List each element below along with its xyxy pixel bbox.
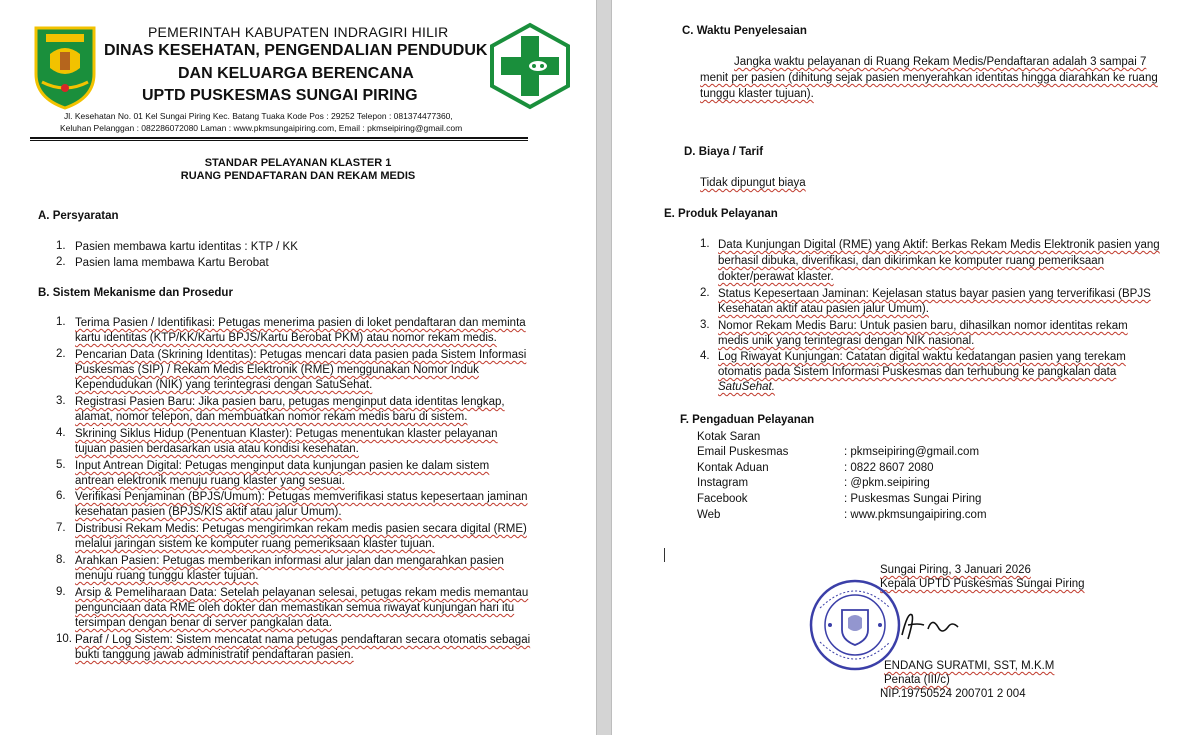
section-e-item-line: Kesehatan aktif atau pasien jalur Umum). [718, 303, 929, 315]
header-dinas-line1: DINAS KESEHATAN, PENGENDALIAN PENDUDUK [104, 42, 488, 59]
section-b-number: 1. [56, 316, 66, 328]
section-b-item-line: Terima Pasien / Identifikasi: Petugas menerima pasien di loket pendaftaran dan meminta [75, 317, 526, 329]
section-e-number: 1. [700, 238, 710, 250]
section-b-heading: B. Sistem Mekanisme dan Prosedur [38, 287, 233, 299]
header-address-line2: Keluhan Pelanggan : 082286072080 Laman : www.pkmsungaipiring.com, Email : pkmseipiring@gmail.com [60, 123, 463, 133]
section-b-number: 4. [56, 427, 66, 439]
kabupaten-crest-logo [32, 24, 98, 110]
section-e-item-line: dokter/perawat klaster. [718, 271, 834, 283]
header-dinas-line2: DAN KELUARGA BERENCANA [178, 65, 414, 82]
document-title-line2: RUANG PENDAFTARAN DAN REKAM MEDIS [180, 170, 416, 182]
section-d-text: Tidak dipungut biaya [700, 177, 806, 189]
section-e-item-line: otomatis pada Sistem Informasi Puskesmas dan terhubung ke pangkalan data [718, 366, 1117, 378]
section-a-item: Pasien lama membawa Kartu Berobat [75, 257, 269, 269]
handwritten-signature [898, 605, 962, 645]
puskesmas-logo [488, 22, 572, 110]
section-b-number: 6. [56, 490, 66, 502]
section-b-number: 8. [56, 554, 66, 566]
section-c-text-line: Jangka waktu pelayanan di Ruang Rekam Medis/Pendaftaran adalah 3 sampai 7 [734, 56, 1147, 68]
section-b-item-line: pengunciaan data RME oleh dokter dan memastikan semua riwayat kunjungan hari itu [75, 602, 515, 614]
section-d-heading: D. Biaya / Tarif [684, 146, 764, 158]
section-b-item-line: melalui jaringan sistem ke komputer ruang pemeriksaan klaster tujuan. [75, 538, 435, 550]
section-f-heading: F. Pengaduan Pelayanan [680, 414, 815, 426]
section-e-item-line: medis unik yang terintegrasi dengan NIK nasional. [718, 335, 975, 347]
section-e-heading: E. Produk Pelayanan [664, 208, 778, 220]
contact-label: Web [697, 509, 721, 521]
section-b-item-line: Kependudukan (NIK) yang terintegrasi dengan SatuSehat. [75, 379, 373, 391]
section-c-heading: C. Waktu Penyelesaian [682, 25, 807, 37]
contact-label: Instagram [697, 477, 749, 489]
section-e-item-line: Nomor Rekam Medis Baru: Untuk pasien baru, dihasilkan nomor identitas rekam [718, 320, 1128, 332]
section-b-item-line: Skrining Siklus Hidup (Penentuan Klaster): Petugas menentukan klaster pelayanan [75, 428, 498, 440]
document-title-line1: STANDAR PELAYANAN KLASTER 1 [204, 157, 392, 169]
section-e-number: 2. [700, 287, 710, 299]
signature-name: ENDANG SURATMI, SST, M.K.M [884, 660, 1055, 672]
section-b-number: 10. [56, 633, 72, 645]
section-b-item-line: menuju ruang tunggu klaster tujuan. [75, 570, 259, 582]
header-uptd: UPTD PUSKESMAS SUNGAI PIRING [142, 87, 418, 104]
section-b-item-line: Registrasi Pasien Baru: Jika pasien baru, petugas menginput data identitas lengkap, [75, 396, 505, 408]
signature-position: Kepala UPTD Puskesmas Sungai Piring [880, 578, 1085, 590]
section-a-item: Pasien membawa kartu identitas : KTP / KK [75, 241, 298, 253]
section-b-item-line: Arahkan Pasien: Petugas memberikan informasi alur jalan dan mengarahkan pasien [75, 555, 504, 567]
section-b-item-line: Pencarian Data (Skrining Identitas): Petugas mencari data pasien pada Sistem Informasi [75, 349, 527, 361]
section-e-item-line: Data Kunjungan Digital (RME) yang Aktif: Berkas Rekam Medis Elektronik pasien yang [718, 239, 1160, 251]
section-a-heading: A. Persyaratan [38, 210, 119, 222]
section-b-number: 7. [56, 522, 66, 534]
section-b-item-line: tujuan pasien berdasarkan usia atau kondisi kesehatan. [75, 443, 359, 455]
section-b-item-line: Paraf / Log Sistem: Sistem mencatat nama petugas pendaftaran secara otomatis sebagai [75, 634, 531, 646]
text-cursor [664, 548, 665, 562]
section-e-item-line: Log Riwayat Kunjungan: Catatan digital waktu kedatangan pasien yang terekam [718, 351, 1126, 363]
header-divider [30, 137, 528, 141]
document-page-left [0, 0, 596, 735]
signature-rank: Penata (III/c) [884, 674, 950, 686]
section-b-item-line: Input Antrean Digital: Petugas menginput data kunjungan pasien ke dalam sistem [75, 460, 490, 472]
contact-label: Kontak Aduan [697, 462, 769, 474]
section-b-item-line: alamat, nomor telepon, dan membuatkan nomor rekam medis baru di sistem. [75, 411, 468, 423]
section-e-item-line: berhasil dibuka, diverifikasi, dan dikirimkan ke komputer ruang pemeriksaan [718, 255, 1105, 267]
header-address-line1: Jl. Kesehatan No. 01 Kel Sungai Piring Kec. Batang Tuaka Kode Pos : 29252 Telepon : 081374477360, [64, 111, 453, 121]
section-f-kotak-saran: Kotak Saran [697, 431, 761, 443]
contact-label: Email Puskesmas [697, 446, 789, 458]
section-b-item-line: antrean elektronik menuju ruang klaster yang sesuai. [75, 475, 345, 487]
header-government: PEMERINTAH KABUPATEN INDRAGIRI HILIR [148, 24, 449, 40]
contact-value: : Puskesmas Sungai Piring [844, 493, 982, 505]
section-e-number: 3. [700, 319, 710, 331]
signature-nip: NIP.19750524 200701 2 004 [880, 688, 1026, 700]
section-b-item-line: Verifikasi Penjaminan (BPJS/Umum): Petugas memverifikasi status kepesertaan jaminan [75, 491, 528, 503]
section-b-number: 9. [56, 586, 66, 598]
contact-value: : pkmseipiring@gmail.com [844, 446, 980, 458]
contact-value: : 0822 8607 2080 [844, 462, 934, 474]
section-b-item-line: Arsip & Pemeliharaan Data: Setelah pelayanan selesai, petugas rekam medis memantau [75, 587, 529, 599]
section-b-item-line: kesehatan pasien (BPJS/KIS aktif atau jalur Umum). [75, 506, 342, 518]
section-b-number: 3. [56, 395, 66, 407]
section-a-number: 2. [56, 256, 66, 268]
contact-label: Facebook [697, 493, 748, 505]
section-e-item-line: SatuSehat. [718, 381, 775, 393]
section-b-item-line: Distribusi Rekam Medis: Petugas mengirimkan rekam medis pasien secara digital (RME) [75, 523, 527, 535]
contact-value: : www.pkmsungaipiring.com [844, 509, 987, 521]
signature-place-date: Sungai Piring, 3 Januari 2026 [880, 564, 1031, 576]
section-e-item-line: Status Kepesertaan Jaminan: Kejelasan status bayar pasien yang terverifikasi (BPJS [718, 288, 1151, 300]
section-b-item-line: kartu identitas (KTP/KK/Kartu BPJS/Kartu Berobat PKM) atau nomor rekam medis. [75, 332, 497, 344]
section-b-number: 5. [56, 459, 66, 471]
contact-value: : @pkm.seipiring [844, 477, 930, 489]
official-stamp [806, 578, 904, 672]
section-e-number: 4. [700, 350, 710, 362]
section-b-item-line: Puskesmas (SIP) / Rekam Medis Elektronik (RME) menggunakan Nomor Induk [75, 364, 479, 376]
page-gutter [596, 0, 612, 735]
section-b-item-line: tersimpan dengan benar di server pangkalan data. [75, 617, 333, 629]
section-b-item-line: bukti tanggung jawab administratif pendaftaran pasien. [75, 649, 354, 661]
section-b-number: 2. [56, 348, 66, 360]
section-c-text-line: tunggu klaster tujuan). [700, 88, 814, 100]
section-a-number: 1. [56, 240, 66, 252]
section-c-text-line: menit per pasien (dihitung sejak pasien menyerahkan identitas hingga diarahkan ke ruang [700, 72, 1158, 84]
